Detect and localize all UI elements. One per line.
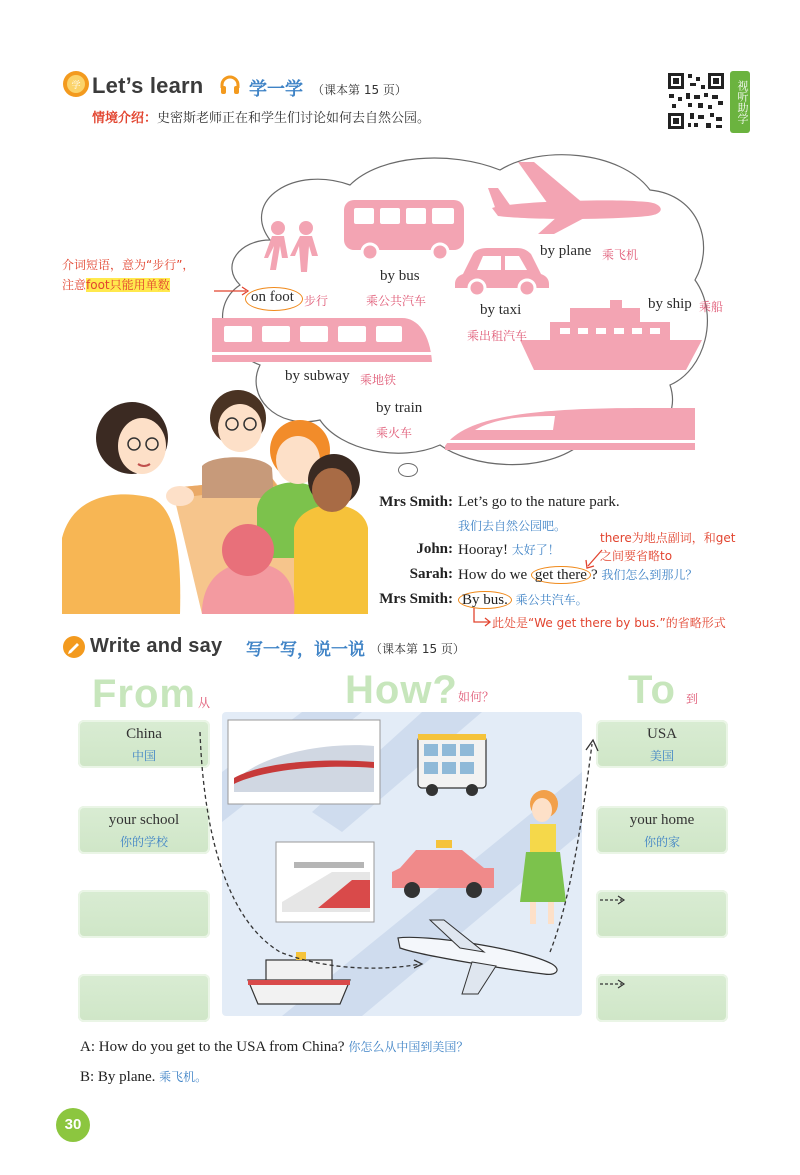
plane-icon: [488, 158, 670, 238]
note-foot-line2: [62, 276, 170, 293]
from-heading: From: [92, 672, 196, 716]
label-by-ship: by ship: [648, 296, 692, 312]
page-number: 30: [64, 1116, 82, 1133]
to-heading-cn: 到: [686, 692, 699, 706]
to-card-1-en: USA: [646, 726, 677, 742]
speaker-mrs-smith-2: Mrs Smith:: [379, 591, 453, 607]
qa-b-en: B: By plane.: [80, 1069, 156, 1085]
from-card-1-en: China: [126, 726, 162, 742]
qa-a-cn: 你怎么从中国到美国？: [348, 1040, 469, 1054]
annotation-there-1: there为地点副词，和get: [600, 531, 736, 545]
line-john: [458, 541, 560, 559]
qr-code[interactable]: [666, 71, 726, 131]
annotation-bybus-arrow: [470, 606, 492, 628]
to-card-1-zh: 美国: [649, 749, 674, 763]
annotation-there-2: 之间要省略to: [600, 549, 673, 563]
speaker-sarah: Sarah:: [409, 566, 453, 582]
note-foot-line1: 介词短语，意为“步行”，: [62, 258, 195, 272]
qa-b-cn: 乘飞机。: [159, 1070, 208, 1084]
note-foot-arrow: [212, 284, 252, 298]
from-card-1-zh: 中国: [131, 749, 156, 763]
speaker-mrs-smith-1: Mrs Smith:: [379, 494, 453, 510]
from-heading-cn: 从: [198, 696, 211, 710]
context-label: 情境介绍：: [92, 111, 158, 126]
note-foot-prefix: 注意: [62, 278, 87, 292]
qr-side-text: 视听助学: [736, 80, 749, 124]
to-card-2-en: your home: [629, 812, 695, 828]
line-mrs-smith-1: Let’s go to the nature park.: [458, 494, 620, 510]
note-foot-highlight: foot只能用单数: [86, 278, 170, 292]
subway-icon: [212, 312, 434, 372]
label-by-bus-cn: 乘公共汽车: [366, 294, 427, 308]
line-sarah: [458, 566, 697, 584]
context-text: 史密斯老师正在和学生们讨论如何去自然公园。: [157, 111, 431, 126]
qa-line-b: [80, 1068, 207, 1086]
cloud-tail-bubble: [398, 463, 418, 477]
write-section-icon: [62, 635, 86, 663]
speaker-john: John:: [416, 541, 453, 557]
from-card-4-blank[interactable]: [78, 974, 210, 1022]
to-card-4-arrow: [598, 974, 628, 994]
train-icon: [445, 400, 695, 460]
line-sarah-a: How do we: [458, 567, 528, 583]
to-card-2-zh: 你的家: [643, 835, 680, 849]
line-john-en: Hooray!: [458, 542, 508, 558]
line-mrs-smith-1-cn: 我们去自然公园吧。: [458, 519, 567, 533]
write-section-title: Write and say: [90, 635, 223, 657]
svg-text:学: 学: [71, 81, 81, 91]
taxi-icon: [455, 240, 550, 298]
section-icon-lets-learn: [62, 70, 90, 102]
how-heading: How?: [345, 668, 458, 712]
label-on-foot: on foot: [251, 289, 294, 305]
line-sarah-cn: 我们怎么到那儿？: [601, 568, 698, 582]
bus-icon: [340, 194, 468, 264]
label-by-plane: by plane: [540, 243, 592, 259]
textbook-ref: （课本第 15 页）: [312, 83, 407, 97]
line-mrs-smith-2-cn: 乘公共汽车。: [515, 593, 588, 607]
how-heading-cn: 如何？: [458, 690, 495, 704]
line-sarah-highlight: get there: [531, 566, 591, 584]
qa-a-en: A: How do you get to the USA from China?: [80, 1039, 345, 1055]
to-heading: To: [628, 668, 676, 712]
label-by-ship-cn: 乘船: [699, 300, 724, 314]
to-card-3-arrow: [598, 890, 628, 910]
line-sarah-c: ?: [590, 567, 598, 583]
annotation-bybus: 此处是“We get there by bus.”的省略形式: [492, 616, 726, 630]
label-by-taxi: by taxi: [480, 302, 522, 318]
from-card-2-zh: 你的学校: [119, 835, 168, 849]
label-by-train-cn: 乘火车: [376, 426, 413, 440]
section-title: Let’s learn: [92, 73, 204, 98]
headphone-icon: [219, 74, 241, 100]
section-title-cn: 学一学: [249, 79, 303, 100]
line-john-cn: 太好了！: [511, 543, 560, 557]
page-number-badge: [56, 1108, 90, 1142]
label-by-train: by train: [376, 400, 423, 416]
walking-people-icon: [258, 218, 328, 288]
from-card-2-en: your school: [108, 812, 180, 828]
label-on-foot-cn: 步行: [304, 294, 329, 308]
label-by-subway-cn: 乘地铁: [360, 373, 397, 387]
context-intro: [92, 107, 430, 126]
write-section-title-cn: 写一写，说一说: [246, 640, 365, 660]
label-by-subway: by subway: [285, 368, 350, 384]
line-mrs-smith-2-en: By bus.: [458, 591, 512, 609]
label-by-plane-cn: 乘飞机: [602, 248, 639, 262]
annotation-there-arrow: [584, 548, 604, 570]
route-path-arrow: [190, 722, 630, 972]
label-by-taxi-cn: 乘出租汽车: [467, 329, 528, 343]
write-textbook-ref: （课本第 15 页）: [370, 642, 465, 656]
qr-side-tab: [730, 71, 750, 133]
label-by-bus: by bus: [380, 268, 420, 284]
qa-line-a: [80, 1038, 468, 1056]
classroom-illustration: [62, 378, 368, 614]
